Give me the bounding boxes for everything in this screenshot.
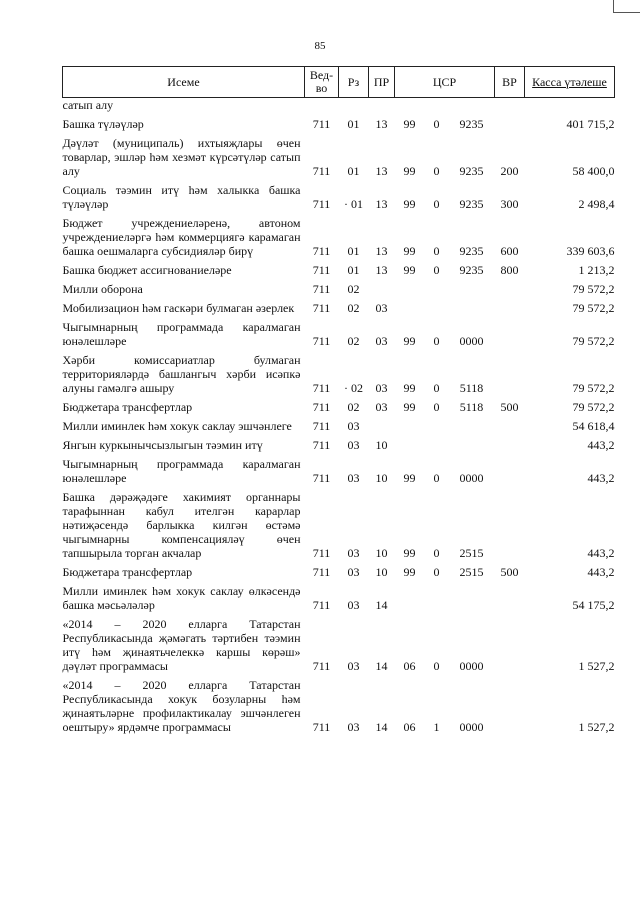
cell-csr-1: 99 [403,546,416,560]
cell-csr-1 [395,98,425,113]
cell-csr-2: 0 [433,659,440,673]
cell-amount: 1 527,2 [578,659,615,673]
cell-csr-1: 06 [403,659,416,673]
table-row [63,98,615,113]
cell-ved: 711 [312,164,331,178]
cell-pr: 03 [375,301,388,315]
cell-csr-2: 0 [433,263,440,277]
cell-csr-2: 0 [433,334,440,348]
cell-amount: 54 618,4 [572,419,615,433]
cell-rz: 01 [347,164,360,178]
cell-csr-1: 99 [403,263,416,277]
cell-csr-1: 99 [403,565,416,579]
cell-csr-2: 0 [433,197,440,211]
cell-csr-2: 0 [433,400,440,414]
cell-name: Башка түләүләр [62,117,144,131]
cell-name: Чыгымнарның программада каралмаган юнәлешләре [62,457,301,485]
cell-csr-2 [425,433,449,452]
cell-csr-2: 0 [433,244,440,258]
cell-pr: 13 [375,197,388,211]
table-row [63,485,615,560]
table-row [63,414,615,433]
cell-ved: 711 [312,546,331,560]
table-row [63,277,615,296]
col-header-vr: ВР [495,67,525,98]
cell-pr: 13 [375,117,388,131]
cell-rz: 03 [347,471,360,485]
cell-vr [495,112,525,131]
cell-vr [495,98,525,113]
cell-amount: 79 572,2 [572,282,615,296]
table-row [63,673,615,734]
cell-csr-1: 99 [403,197,416,211]
cell-rz: 02 [347,400,360,414]
cell-ved: 711 [312,471,331,485]
col-header-kassa-label: Касса үтәлеше [532,74,607,89]
col-header-kassa [525,67,615,98]
cell-amount: 443,2 [587,565,615,579]
cell-vr: 600 [500,244,519,258]
cell-name: «2014 – 2020 елларга Татарстан Республикасында хокук бозуларны һәм җинаятьләрне профилактикалау эшчәнлеген оештыру» ярдәмче программасы [62,678,301,734]
cell-pr: 14 [375,659,388,673]
cell-csr-3: 9235 [459,117,484,131]
cell-name: Башка дәрәҗәдәге хакимият органнары тарафыннан кабул ителгән карарлар нәтиҗәсендә барлыкка килгән өстәмә чыгымнарны компенсацияләү өчен тапшырыла торган акчалар [62,490,301,560]
cell-ved: 711 [312,400,331,414]
cell-ved: 711 [312,438,331,452]
cell-name: Чыгымнарның программада каралмаган юнәлешләре [62,320,301,348]
cell-rz: 02 [347,301,360,315]
cell-csr-1: 06 [403,720,416,734]
cell-rz: · 02 [344,381,363,395]
table-body [63,98,615,735]
cell-pr: 14 [375,720,388,734]
cell-name: Милли оборона [62,282,143,296]
cell-csr-2 [425,579,449,612]
cell-csr-3: 9235 [459,244,484,258]
cell-rz: 03 [347,720,360,734]
cell-csr-2 [425,414,449,433]
cell-vr: 800 [500,263,519,277]
cell-vr [495,348,525,395]
cell-csr-1: 99 [403,164,416,178]
cell-pr [369,414,395,433]
cell-name: Бюджет учреждениеләренә, автоном учреждениеләргә һәм коммерциягә карамаган башка оешмаларга субсидияләр бирү [62,216,301,258]
cell-vr [495,485,525,560]
cell-csr-1 [395,579,425,612]
page-number: 85 [314,40,326,52]
cell-csr-2: 0 [433,546,440,560]
cell-csr-3 [449,579,495,612]
cell-vr [495,414,525,433]
col-header-csr: ЦСР [395,67,495,98]
cell-rz [339,98,369,113]
cell-amount: 58 400,0 [572,164,615,178]
table-row [63,433,615,452]
cell-rz: 01 [347,244,360,258]
cell-amount: 79 572,2 [572,301,615,315]
col-header-ved: Вед-во [305,67,339,98]
cell-vr [495,612,525,673]
cell-vr: 300 [500,197,519,211]
table-row [63,315,615,348]
cell-csr-2: 0 [433,471,440,485]
header-row [63,67,615,98]
cell-pr: 13 [375,263,388,277]
cell-name: Дәүләт (муниципаль) ихтыяҗлары өчен товарлар, эшләр һәм хезмәт күрсәтүләр сатып алу [62,136,301,178]
cell-pr [369,98,395,113]
cell-csr-3: 2515 [459,565,484,579]
table-row [63,178,615,211]
cell-csr-3 [449,414,495,433]
cell-rz: 03 [347,659,360,673]
cell-name: Милли иминлек һәм хокук саклау өлкәсендә башка мәсьәләләр [62,584,301,612]
cell-amount: 1 213,2 [578,263,615,277]
cell-csr-3: 0000 [459,659,484,673]
cell-csr-2: 0 [433,117,440,131]
cell-ved: 711 [312,419,331,433]
col-header-rz: Рз [339,67,369,98]
cell-name: Милли иминлек һәм хокук саклау эшчәнлеге [62,419,292,433]
cell-amount: 443,2 [587,471,615,485]
cell-ved: 711 [312,197,331,211]
cell-csr-3 [449,277,495,296]
cell-csr-2 [425,98,449,113]
cell-csr-3: 5118 [459,381,484,395]
cell-rz: 03 [347,565,360,579]
cell-rz: 02 [347,282,360,296]
cell-csr-3: 2515 [459,546,484,560]
budget-table [62,66,615,734]
cell-pr: 13 [375,244,388,258]
cell-vr: 500 [500,565,519,579]
cell-ved: 711 [312,301,331,315]
cell-ved: 711 [312,244,331,258]
cell-amount: 79 572,2 [572,381,615,395]
cell-vr [495,277,525,296]
cell-csr-1 [395,433,425,452]
cell-csr-3: 5118 [459,400,484,414]
cell-pr: 03 [375,381,388,395]
cell-csr-3 [449,98,495,113]
table-row [63,579,615,612]
cell-amount: 443,2 [587,438,615,452]
cell-amount: 1 527,2 [578,720,615,734]
cell-amount: 54 175,2 [572,598,615,612]
cell-pr: 03 [375,334,388,348]
cell-csr-2 [425,277,449,296]
cell-ved: 711 [312,565,331,579]
cell-csr-3 [449,296,495,315]
cell-csr-2: 1 [433,720,440,734]
cell-pr: 10 [375,438,388,452]
cell-name: Бюджетара трансфертлар [62,400,193,414]
cell-csr-1: 99 [403,471,416,485]
cell-ved: 711 [312,598,331,612]
cell-pr: 10 [375,471,388,485]
cell-rz: 03 [347,419,360,433]
cell-ved: 711 [312,381,331,395]
cell-amount: 443,2 [587,546,615,560]
cell-csr-2 [425,296,449,315]
table-row [63,112,615,131]
cell-csr-3: 9235 [459,164,484,178]
cell-csr-1: 99 [403,381,416,395]
table-row [63,395,615,414]
cell-csr-1 [395,414,425,433]
cell-csr-1: 99 [403,117,416,131]
cell-amount: 79 572,2 [572,400,615,414]
cell-name: Мобилизацион һәм гаскәри булмаган әзерлек [62,301,295,315]
cell-pr: 10 [375,565,388,579]
table-row [63,131,615,178]
cell-name: «2014 – 2020 елларга Татарстан Республикасында җәмәгать тәртибен тәэмин итү һәм җинаятьчелеккә каршы көрәш» дәүләт программасы [62,617,301,673]
cell-pr: 03 [375,400,388,414]
cell-rz: · 01 [344,197,363,211]
cell-csr-1 [395,296,425,315]
col-header-pr: ПР [369,67,395,98]
cell-csr-2: 0 [433,164,440,178]
cell-csr-1 [395,277,425,296]
cell-amount: 401 715,2 [566,117,615,131]
table-row [63,612,615,673]
cell-csr-1: 99 [403,334,416,348]
cell-ved [305,98,339,113]
table-row [63,348,615,395]
cell-ved: 711 [312,117,331,131]
cell-amount: 2 498,4 [578,197,615,211]
cell-pr: 10 [375,546,388,560]
cell-pr: 14 [375,598,388,612]
cell-ved: 711 [312,282,331,296]
cell-csr-1: 99 [403,244,416,258]
cell-csr-3: 9235 [459,197,484,211]
table-row [63,560,615,579]
cell-name: Хәрби комиссариатлар булмаган территорияләрдә башлангыч хәрби исәпкә алуны гамәлгә ашыру [62,353,301,395]
cell-amount: 79 572,2 [572,334,615,348]
cell-name: Бюджетара трансфертлар [62,565,193,579]
cell-name: сатып алу [62,98,114,112]
cell-csr-3: 0000 [459,720,484,734]
cell-rz: 03 [347,438,360,452]
cell-ved: 711 [312,334,331,348]
table-row [63,211,615,258]
cell-vr: 500 [500,400,519,414]
cell-ved: 711 [312,659,331,673]
cell-name: Башка бюджет ассигнованиеләре [62,263,232,277]
col-header-name: Исеме [63,67,305,98]
cell-vr [495,315,525,348]
cell-csr-2: 0 [433,381,440,395]
cell-csr-3: 0000 [459,471,484,485]
cell-vr [495,452,525,485]
cell-amount: 339 603,6 [566,244,615,258]
cell-vr [495,673,525,734]
cell-rz: 03 [347,598,360,612]
corner-mark [613,0,640,13]
cell-rz: 01 [347,263,360,277]
cell-rz: 03 [347,546,360,560]
cell-rz: 01 [347,117,360,131]
table-row [63,296,615,315]
cell-vr [495,433,525,452]
cell-pr [369,277,395,296]
cell-csr-3: 9235 [459,263,484,277]
cell-amount [525,98,615,113]
cell-csr-2: 0 [433,565,440,579]
cell-vr [495,296,525,315]
cell-name: Социаль тәэмин итү һәм халыкка башка түләүләр [62,183,301,211]
cell-name: Янгын куркынычсызлыгын тәэмин итү [62,438,263,452]
table-row [63,258,615,277]
cell-rz: 02 [347,334,360,348]
cell-csr-3: 0000 [459,334,484,348]
cell-pr: 13 [375,164,388,178]
cell-csr-3 [449,433,495,452]
cell-vr: 200 [500,164,519,178]
table-row [63,452,615,485]
cell-vr [495,579,525,612]
cell-ved: 711 [312,263,331,277]
cell-ved: 711 [312,720,331,734]
cell-csr-1: 99 [403,400,416,414]
